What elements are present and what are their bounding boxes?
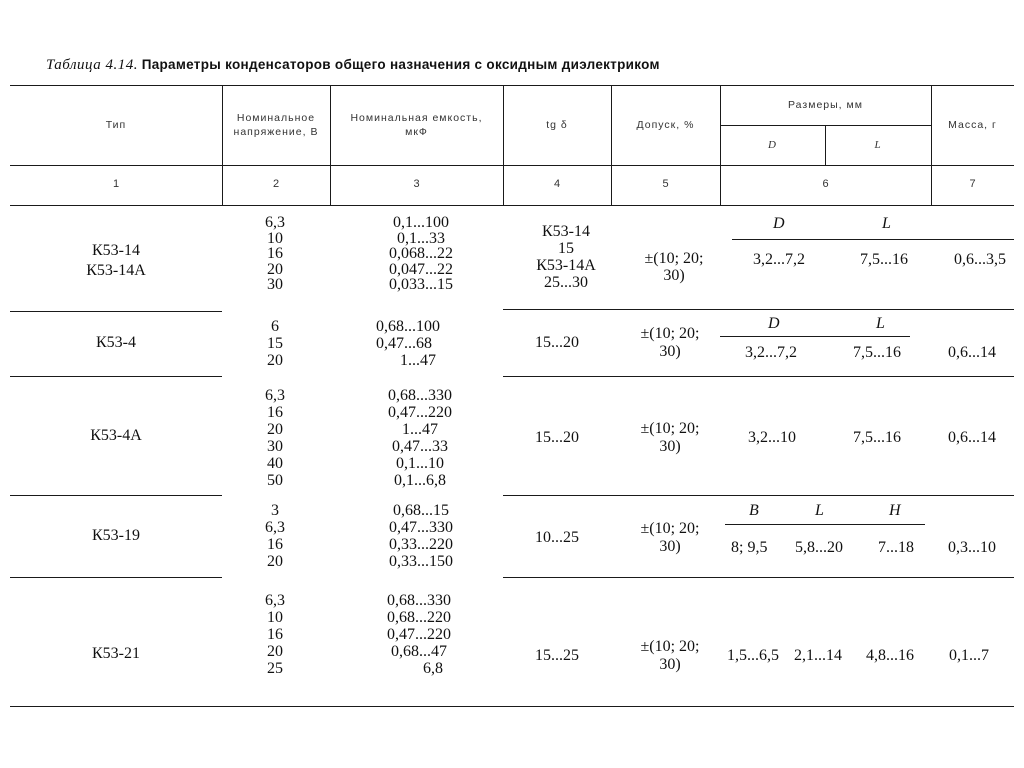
tg-cell: 15...25 bbox=[535, 647, 579, 664]
voltage-cell bbox=[250, 387, 300, 489]
dim-value: 7,5...16 bbox=[860, 251, 908, 268]
row-separator bbox=[503, 495, 1014, 496]
dim-value: 1,5...6,5 bbox=[727, 647, 779, 664]
capacitance-value: 0,68...330 bbox=[387, 592, 451, 609]
header-voltage bbox=[222, 111, 330, 139]
row-separator bbox=[503, 309, 1014, 310]
dim-label: H bbox=[889, 502, 901, 519]
dim-value: 4,8...16 bbox=[866, 647, 914, 664]
tg-value: 25...30 bbox=[544, 274, 588, 291]
table-caption bbox=[46, 57, 660, 74]
tg-cell bbox=[503, 223, 629, 291]
capacitance-value: 0,1...6,8 bbox=[394, 472, 446, 489]
header-dimensions: Размеры, мм bbox=[788, 99, 863, 111]
tolerance-value: ±(10; 20; bbox=[640, 520, 700, 537]
voltage-value: 20 bbox=[267, 421, 283, 438]
tolerance-value: 30) bbox=[659, 343, 681, 360]
capacitance-cell bbox=[355, 387, 485, 489]
header-voltage-line1: Номинальное bbox=[236, 112, 316, 124]
header-sub-rule bbox=[10, 165, 1014, 166]
capacitance-value: 0,1...10 bbox=[396, 455, 444, 472]
voltage-value: 16 bbox=[267, 626, 283, 643]
dim-label: D bbox=[773, 215, 785, 232]
dimensions-split-rule bbox=[720, 125, 932, 126]
voltage-cell bbox=[250, 318, 300, 369]
voltage-value: 16 bbox=[267, 536, 283, 553]
voltage-cell bbox=[250, 592, 300, 677]
table-bottom-rule bbox=[10, 706, 1014, 707]
capacitance-value: 0,33...220 bbox=[389, 536, 453, 553]
voltage-value: 10 bbox=[267, 229, 283, 247]
type-cell bbox=[10, 333, 222, 353]
dim-label-rule bbox=[720, 336, 910, 337]
row-separator bbox=[10, 311, 222, 312]
capacitance-value: 6,8 bbox=[423, 660, 443, 677]
voltage-value: 50 bbox=[267, 472, 283, 489]
dim-value: 7,5...16 bbox=[853, 344, 901, 361]
type-name: К53-14А bbox=[86, 261, 146, 279]
tolerance-cell bbox=[620, 325, 720, 361]
header-dim-d: D bbox=[768, 139, 777, 151]
tolerance-value: 30) bbox=[659, 538, 681, 555]
tg-cell: 10...25 bbox=[535, 529, 579, 546]
dim-value: 3,2...10 bbox=[748, 429, 796, 446]
voltage-value: 20 bbox=[267, 352, 283, 369]
dim-label: L bbox=[876, 315, 885, 332]
dim-value: 2,1...14 bbox=[794, 647, 842, 664]
tolerance-value: ±(10; 20; bbox=[640, 420, 700, 437]
capacitance-value: 0,47...330 bbox=[389, 519, 453, 536]
column-number: 2 bbox=[272, 178, 280, 190]
voltage-value: 6,3 bbox=[265, 387, 285, 404]
capacitance-value: 0,68...15 bbox=[393, 502, 449, 519]
type-cell bbox=[10, 526, 222, 546]
voltage-value: 16 bbox=[267, 404, 283, 421]
column-number: 7 bbox=[969, 178, 976, 190]
header-voltage-line2: напряжение, В bbox=[233, 126, 319, 138]
tg-cell: 15...20 bbox=[535, 429, 579, 446]
mass-value: 0,6...3,5 bbox=[954, 251, 1006, 268]
capacitance-value: 0,68...330 bbox=[388, 387, 452, 404]
tolerance-value: ±(10; 20; bbox=[640, 638, 700, 655]
header-mass: Масса, г bbox=[948, 119, 997, 131]
capacitance-value: 0,47...33 bbox=[392, 438, 448, 455]
voltage-value: 6,3 bbox=[265, 592, 285, 609]
voltage-value: 30 bbox=[267, 438, 283, 455]
dim-value: 7,5...16 bbox=[853, 429, 901, 446]
capacitance-value: 0,033...15 bbox=[389, 276, 453, 293]
capacitance-cell bbox=[356, 502, 486, 570]
voltage-value: 6,3 bbox=[265, 214, 285, 231]
header-top-rule bbox=[10, 85, 1014, 86]
voltage-value: 20 bbox=[267, 643, 283, 660]
column-number: 6 bbox=[822, 178, 829, 190]
header-tg: tg δ bbox=[546, 119, 568, 131]
dim-label: L bbox=[882, 215, 891, 232]
tolerance-value: ±(10; 20; bbox=[640, 325, 700, 342]
row-separator bbox=[10, 495, 222, 496]
dim-value: 8; 9,5 bbox=[731, 539, 768, 556]
dim-label: B bbox=[749, 502, 759, 519]
voltage-value: 20 bbox=[267, 260, 283, 278]
voltage-value: 15 bbox=[267, 335, 283, 352]
capacitance-value: 0,1...100 bbox=[393, 214, 449, 231]
header-capacitance-line1: Номинальная емкость, bbox=[350, 112, 483, 124]
header-capacitance-line2: мкФ bbox=[405, 126, 428, 138]
dim-label-rule bbox=[732, 239, 1014, 240]
type-name: К53-4А bbox=[90, 427, 142, 444]
capacitance-value: 0,068...22 bbox=[389, 245, 453, 262]
capacitance-value: 1...47 bbox=[400, 352, 436, 369]
tolerance-value: 30) bbox=[659, 438, 681, 455]
row-separator bbox=[503, 577, 1014, 578]
mass-value: 0,6...14 bbox=[948, 344, 996, 361]
column-number: 3 bbox=[413, 178, 420, 190]
voltage-value: 25 bbox=[267, 660, 283, 677]
capacitance-value: 0,33...150 bbox=[389, 553, 453, 570]
row-separator bbox=[503, 376, 1014, 377]
dim-value: 5,8...20 bbox=[795, 539, 843, 556]
voltage-value: 30 bbox=[267, 276, 283, 293]
tolerance-value: 30) bbox=[659, 656, 681, 673]
capacitance-cell bbox=[376, 318, 486, 369]
voltage-value: 6 bbox=[271, 318, 279, 335]
voltage-cell bbox=[250, 502, 300, 570]
capacitance-value: 0,68...220 bbox=[387, 609, 451, 626]
type-name: К53-14 bbox=[92, 242, 140, 259]
dim-label: L bbox=[815, 502, 824, 519]
tolerance-value: ±(10; 20; bbox=[644, 250, 704, 267]
capacitance-cell bbox=[356, 215, 486, 293]
header-dim-l: L bbox=[874, 139, 882, 151]
header-bottom-rule bbox=[10, 205, 1014, 206]
tolerance-cell bbox=[624, 250, 724, 284]
tg-value: К53-14А bbox=[536, 257, 596, 274]
type-name: К53-4 bbox=[96, 334, 136, 351]
capacitance-value: 0,47...68 bbox=[376, 335, 432, 352]
type-cell bbox=[10, 241, 222, 280]
header-capacitance bbox=[330, 111, 503, 139]
column-number: 1 bbox=[112, 178, 120, 190]
mass-value: 0,1...7 bbox=[949, 647, 989, 664]
capacitance-value: 0,1...33 bbox=[397, 229, 445, 247]
capacitance-cell bbox=[354, 592, 484, 677]
tolerance-cell bbox=[620, 520, 720, 556]
tg-value: К53-14 bbox=[542, 223, 590, 240]
voltage-value: 20 bbox=[267, 553, 283, 570]
dim-value: 3,2...7,2 bbox=[753, 251, 805, 268]
capacitance-value: 1...47 bbox=[402, 421, 438, 438]
mass-value: 0,6...14 bbox=[948, 429, 996, 446]
row-separator bbox=[10, 577, 222, 578]
type-cell bbox=[10, 644, 222, 664]
type-name: К53-19 bbox=[92, 527, 140, 544]
caption-title: Параметры конденсаторов общего назначения с оксидным диэлектриком bbox=[141, 57, 660, 72]
capacitance-value: 0,47...220 bbox=[388, 404, 452, 421]
row-separator bbox=[10, 376, 222, 377]
dim-label: D bbox=[768, 315, 780, 332]
voltage-value: 6,3 bbox=[265, 519, 285, 536]
capacitance-value: 0,047...22 bbox=[389, 260, 453, 278]
mass-value: 0,3...10 bbox=[948, 539, 996, 556]
voltage-value: 40 bbox=[267, 455, 283, 472]
tolerance-cell bbox=[620, 420, 720, 456]
capacitance-value: 0,68...100 bbox=[376, 318, 440, 335]
voltage-cell bbox=[250, 215, 300, 293]
voltage-value: 10 bbox=[267, 609, 283, 626]
voltage-value: 16 bbox=[267, 245, 283, 262]
voltage-value: 3 bbox=[271, 502, 279, 519]
dim-label-rule bbox=[725, 524, 925, 525]
header-type: Тип bbox=[105, 119, 127, 131]
header-tolerance: Допуск, % bbox=[636, 119, 695, 131]
type-name: К53-21 bbox=[92, 645, 140, 662]
column-number: 5 bbox=[662, 178, 669, 190]
capacitance-value: 0,47...220 bbox=[387, 626, 451, 643]
dim-value: 7...18 bbox=[878, 539, 914, 556]
column-number: 4 bbox=[553, 178, 561, 190]
tg-cell: 15...20 bbox=[535, 334, 579, 351]
caption-number: Таблица 4.14. bbox=[46, 57, 138, 73]
dim-value: 3,2...7,2 bbox=[745, 344, 797, 361]
type-cell bbox=[10, 426, 222, 446]
tg-value: 15 bbox=[558, 240, 574, 257]
tolerance-value: 30) bbox=[663, 267, 685, 284]
capacitance-value: 0,68...47 bbox=[391, 643, 447, 660]
tolerance-cell bbox=[620, 638, 720, 674]
